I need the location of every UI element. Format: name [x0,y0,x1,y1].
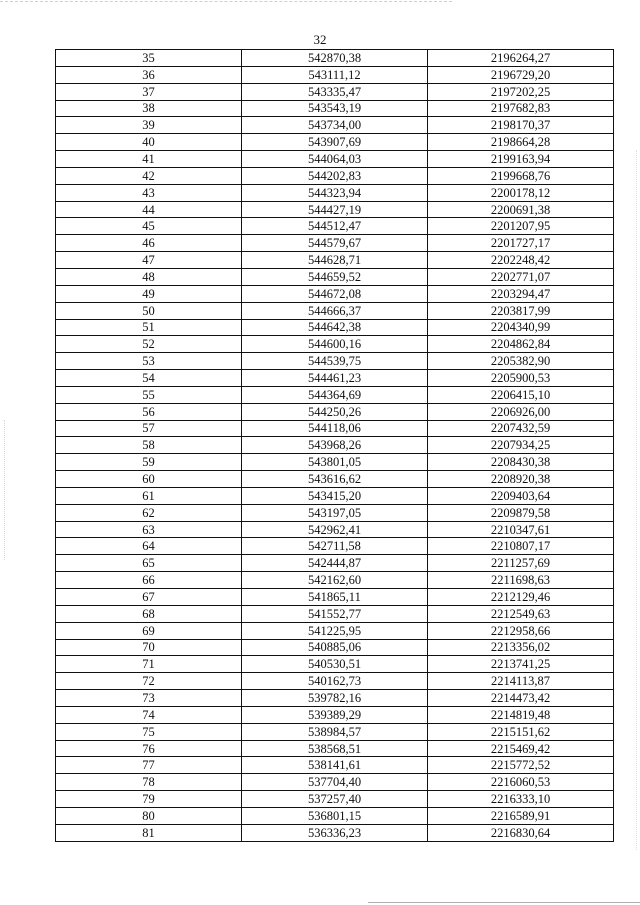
y-coordinate-cell: 2201207,95 [428,218,614,235]
table-row [56,605,614,622]
table-row [56,167,614,184]
point-number-cell: 48 [56,268,242,285]
point-number-cell: 41 [56,151,242,168]
x-coordinate-cell: 538984,57 [242,723,428,740]
x-coordinate-cell: 544064,03 [242,151,428,168]
point-number-cell: 38 [56,100,242,117]
point-number-cell: 71 [56,656,242,673]
table-row [56,184,614,201]
point-number-cell: 57 [56,420,242,437]
y-coordinate-cell: 2210807,17 [428,538,614,555]
y-coordinate-cell: 2203294,47 [428,285,614,302]
y-coordinate-cell: 2201727,17 [428,235,614,252]
point-number-cell: 80 [56,807,242,824]
y-coordinate-cell: 2211698,63 [428,572,614,589]
table-row [56,807,614,824]
point-number-cell: 72 [56,673,242,690]
point-number-cell: 81 [56,824,242,841]
x-coordinate-cell: 543968,26 [242,437,428,454]
table-row [56,740,614,757]
x-coordinate-cell: 540162,73 [242,673,428,690]
y-coordinate-cell: 2205382,90 [428,353,614,370]
y-coordinate-cell: 2202248,42 [428,252,614,269]
y-coordinate-cell: 2198170,37 [428,117,614,134]
table-row [56,201,614,218]
y-coordinate-cell: 2203817,99 [428,302,614,319]
point-number-cell: 75 [56,723,242,740]
x-coordinate-cell: 544202,83 [242,167,428,184]
point-number-cell: 77 [56,757,242,774]
table-row [56,285,614,302]
y-coordinate-cell: 2216589,91 [428,807,614,824]
table-row [56,66,614,83]
table-row [56,487,614,504]
point-number-cell: 64 [56,538,242,555]
point-number-cell: 36 [56,66,242,83]
scan-edge-left [4,420,5,560]
x-coordinate-cell: 544461,23 [242,370,428,387]
table-row [56,353,614,370]
y-coordinate-cell: 2216830,64 [428,824,614,841]
scan-edge-right [636,150,637,850]
table-row [56,454,614,471]
y-coordinate-cell: 2212129,46 [428,589,614,606]
table-row [56,117,614,134]
scan-edge-bottom [368,902,640,903]
x-coordinate-cell: 544539,75 [242,353,428,370]
table-row [56,824,614,841]
x-coordinate-cell: 544666,37 [242,302,428,319]
point-number-cell: 56 [56,403,242,420]
table-row [56,471,614,488]
point-number-cell: 63 [56,521,242,538]
table-row [56,774,614,791]
x-coordinate-cell: 544512,47 [242,218,428,235]
x-coordinate-cell: 538568,51 [242,740,428,757]
table-row [56,690,614,707]
point-number-cell: 49 [56,285,242,302]
y-coordinate-cell: 2197682,83 [428,100,614,117]
y-coordinate-cell: 2200178,12 [428,184,614,201]
x-coordinate-cell: 543335,47 [242,83,428,100]
table-row [56,50,614,67]
y-coordinate-cell: 2214113,87 [428,673,614,690]
point-number-cell: 45 [56,218,242,235]
point-number-cell: 69 [56,622,242,639]
point-number-cell: 67 [56,589,242,606]
table-row [56,572,614,589]
point-number-cell: 61 [56,487,242,504]
y-coordinate-cell: 2208920,38 [428,471,614,488]
x-coordinate-cell: 539389,29 [242,706,428,723]
x-coordinate-cell: 543543,19 [242,100,428,117]
x-coordinate-cell: 542711,58 [242,538,428,555]
point-number-cell: 73 [56,690,242,707]
point-number-cell: 58 [56,437,242,454]
point-number-cell: 51 [56,319,242,336]
y-coordinate-cell: 2213356,02 [428,639,614,656]
x-coordinate-cell: 544323,94 [242,184,428,201]
table-row [56,538,614,555]
y-coordinate-cell: 2214819,48 [428,706,614,723]
x-coordinate-cell: 539782,16 [242,690,428,707]
y-coordinate-cell: 2199668,76 [428,167,614,184]
y-coordinate-cell: 2200691,38 [428,201,614,218]
x-coordinate-cell: 544659,52 [242,268,428,285]
table-row [56,218,614,235]
x-coordinate-cell: 544427,19 [242,201,428,218]
point-number-cell: 53 [56,353,242,370]
coordinates-table [55,49,614,842]
y-coordinate-cell: 2207934,25 [428,437,614,454]
page-number: 32 [313,32,327,47]
point-number-cell: 42 [56,167,242,184]
x-coordinate-cell: 543197,05 [242,504,428,521]
table-row [56,268,614,285]
point-number-cell: 68 [56,605,242,622]
point-number-cell: 76 [56,740,242,757]
y-coordinate-cell: 2206926,00 [428,403,614,420]
x-coordinate-cell: 544628,71 [242,252,428,269]
y-coordinate-cell: 2215151,62 [428,723,614,740]
x-coordinate-cell: 544672,08 [242,285,428,302]
table-row [56,639,614,656]
point-number-cell: 78 [56,774,242,791]
x-coordinate-cell: 536336,23 [242,824,428,841]
x-coordinate-cell: 543111,12 [242,66,428,83]
y-coordinate-cell: 2205900,53 [428,370,614,387]
y-coordinate-cell: 2198664,28 [428,134,614,151]
point-number-cell: 50 [56,302,242,319]
y-coordinate-cell: 2196729,20 [428,66,614,83]
x-coordinate-cell: 543415,20 [242,487,428,504]
x-coordinate-cell: 544364,69 [242,386,428,403]
x-coordinate-cell: 544579,67 [242,235,428,252]
table-row [56,252,614,269]
x-coordinate-cell: 544642,38 [242,319,428,336]
x-coordinate-cell: 541225,95 [242,622,428,639]
point-number-cell: 65 [56,555,242,572]
y-coordinate-cell: 2216333,10 [428,791,614,808]
table-row [56,706,614,723]
y-coordinate-cell: 2214473,42 [428,690,614,707]
table-row [56,100,614,117]
table-row [56,504,614,521]
coordinates-table-body [56,50,614,842]
x-coordinate-cell: 540885,06 [242,639,428,656]
x-coordinate-cell: 537257,40 [242,791,428,808]
point-number-cell: 47 [56,252,242,269]
y-coordinate-cell: 2209403,64 [428,487,614,504]
table-row [56,757,614,774]
x-coordinate-cell: 540530,51 [242,656,428,673]
scan-edge-top [0,1,452,2]
y-coordinate-cell: 2211257,69 [428,555,614,572]
table-row [56,555,614,572]
point-number-cell: 54 [56,370,242,387]
y-coordinate-cell: 2197202,25 [428,83,614,100]
x-coordinate-cell: 542162,60 [242,572,428,589]
table-row [56,521,614,538]
x-coordinate-cell: 541552,77 [242,605,428,622]
table-row [56,420,614,437]
y-coordinate-cell: 2215772,52 [428,757,614,774]
x-coordinate-cell: 543616,62 [242,471,428,488]
y-coordinate-cell: 2204862,84 [428,336,614,353]
point-number-cell: 39 [56,117,242,134]
point-number-cell: 37 [56,83,242,100]
x-coordinate-cell: 542962,41 [242,521,428,538]
point-number-cell: 70 [56,639,242,656]
x-coordinate-cell: 537704,40 [242,774,428,791]
point-number-cell: 60 [56,471,242,488]
table-row [56,134,614,151]
table-row [56,319,614,336]
x-coordinate-cell: 543907,69 [242,134,428,151]
x-coordinate-cell: 538141,61 [242,757,428,774]
x-coordinate-cell: 542870,38 [242,50,428,67]
x-coordinate-cell: 541865,11 [242,589,428,606]
x-coordinate-cell: 543734,00 [242,117,428,134]
x-coordinate-cell: 536801,15 [242,807,428,824]
point-number-cell: 79 [56,791,242,808]
y-coordinate-cell: 2204340,99 [428,319,614,336]
y-coordinate-cell: 2202771,07 [428,268,614,285]
y-coordinate-cell: 2199163,94 [428,151,614,168]
table-row [56,386,614,403]
table-row [56,151,614,168]
x-coordinate-cell: 544600,16 [242,336,428,353]
point-number-cell: 55 [56,386,242,403]
table-row [56,589,614,606]
table-row [56,723,614,740]
table-row [56,791,614,808]
y-coordinate-cell: 2213741,25 [428,656,614,673]
point-number-cell: 44 [56,201,242,218]
point-number-cell: 35 [56,50,242,67]
y-coordinate-cell: 2196264,27 [428,50,614,67]
table-row [56,622,614,639]
point-number-cell: 62 [56,504,242,521]
point-number-cell: 40 [56,134,242,151]
table-row [56,673,614,690]
point-number-cell: 46 [56,235,242,252]
y-coordinate-cell: 2206415,10 [428,386,614,403]
point-number-cell: 52 [56,336,242,353]
y-coordinate-cell: 2208430,38 [428,454,614,471]
table-row [56,336,614,353]
table-row [56,403,614,420]
table-row [56,370,614,387]
y-coordinate-cell: 2210347,61 [428,521,614,538]
point-number-cell: 74 [56,706,242,723]
table-row [56,302,614,319]
table-row [56,437,614,454]
table-row [56,83,614,100]
x-coordinate-cell: 542444,87 [242,555,428,572]
y-coordinate-cell: 2209879,58 [428,504,614,521]
point-number-cell: 66 [56,572,242,589]
y-coordinate-cell: 2216060,53 [428,774,614,791]
y-coordinate-cell: 2212549,63 [428,605,614,622]
x-coordinate-cell: 544118,06 [242,420,428,437]
x-coordinate-cell: 544250,26 [242,403,428,420]
y-coordinate-cell: 2207432,59 [428,420,614,437]
table-row [56,656,614,673]
point-number-cell: 59 [56,454,242,471]
table-row [56,235,614,252]
y-coordinate-cell: 2212958,66 [428,622,614,639]
x-coordinate-cell: 543801,05 [242,454,428,471]
y-coordinate-cell: 2215469,42 [428,740,614,757]
point-number-cell: 43 [56,184,242,201]
